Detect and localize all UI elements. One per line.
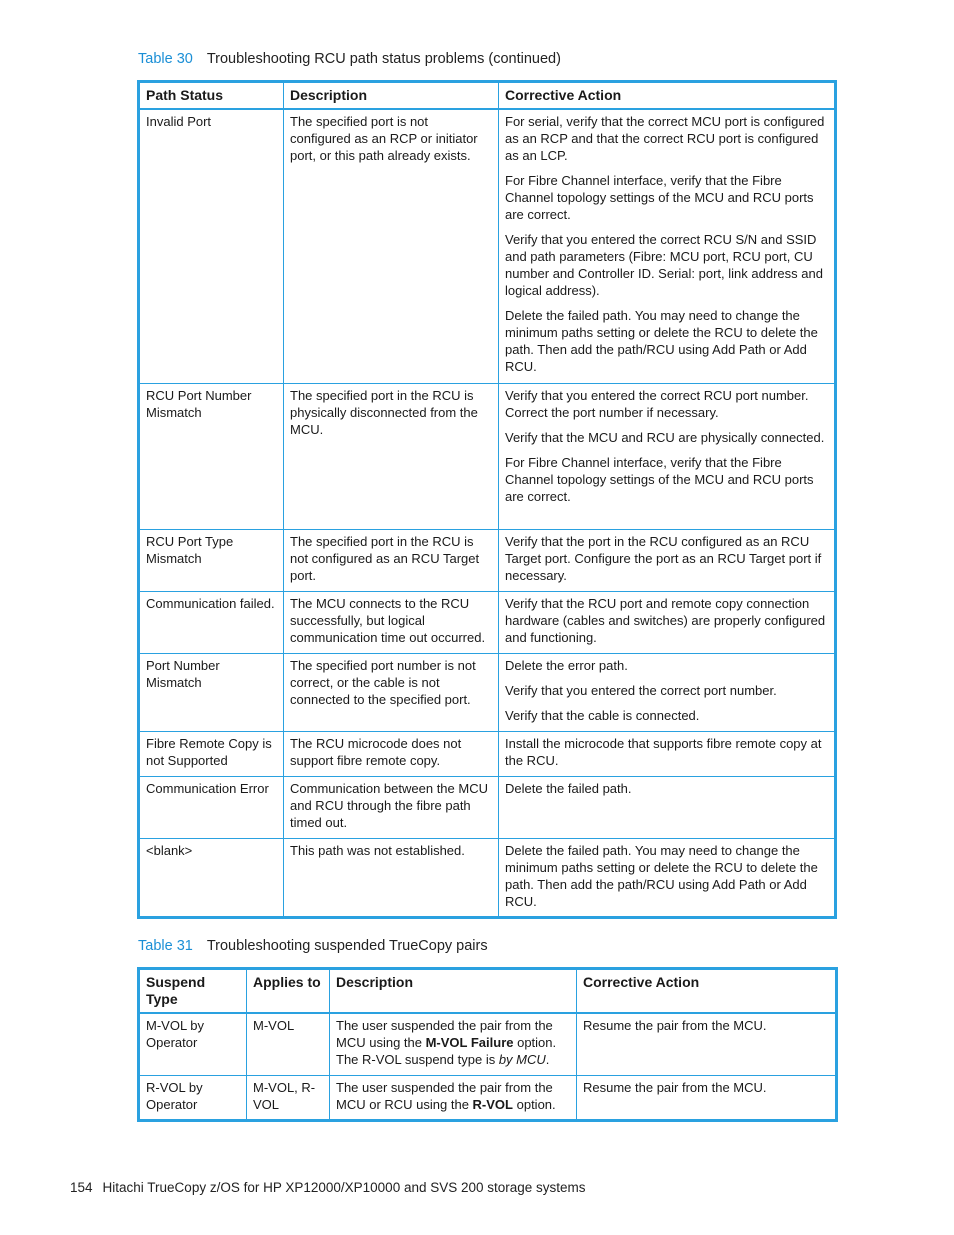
description-text: The user suspended the pair from the MCU using the [336,1018,553,1050]
table-row [139,529,836,591]
table-31-header-row [139,969,837,1014]
path-status-cell: RCU Port Number Mismatch [139,383,284,529]
corrective-action-cell [499,109,836,383]
action-text: Verify that the port in the RCU configured as an RCU Target port. Configure the port as an RCU Target port if necessary. [505,533,822,583]
option-name: R-VOL [472,1096,513,1112]
action-text: Delete the failed path. [505,780,632,796]
table-row [139,731,836,776]
action-text: Verify that you entered the correct port number. [505,682,777,698]
action-text: Verify that you entered the correct RCU port number. Correct the port number if necessary. [505,387,809,420]
path-status-cell: Fibre Remote Copy is not Supported [139,731,284,776]
table-row [139,1075,837,1120]
corrective-action-cell [499,383,836,529]
action-text: Verify that you entered the correct RCU S/N and SSID and path parameters (Fibre: MCU port, RCU port, CU number and Controller ID. Serial: port, link address and logical address). [505,232,823,298]
path-status-cell: Invalid Port [139,109,284,383]
description-cell: The RCU microcode does not support fibre remote copy. [284,731,499,776]
path-status-cell: Port Number Mismatch [139,653,284,731]
table-30-title: Troubleshooting RCU path status problems (continued) [206,51,561,67]
col-header-applies-to: Applies to [247,969,330,1014]
description-cell: The specified port in the RCU is physically disconnected from the MCU. [284,383,499,529]
description-text: option. [513,1096,556,1112]
corrective-action-cell [499,838,836,917]
description-cell: Communication between the MCU and RCU through the fibre path timed out. [284,776,499,838]
col-header-description: Description [330,969,577,1014]
col-header-corrective-action: Corrective Action [577,969,837,1014]
table-30 [137,80,837,919]
description-cell: The specified port in the RCU is not configured as an RCU Target port. [284,529,499,591]
description-text: . [545,1052,550,1067]
description-text: The user suspended the pair from the MCU or RCU using the [336,1079,553,1112]
table-31-number: Table 31 [138,938,193,954]
action-text: Delete the failed path. You may need to change the minimum paths setting or delete the RCU to delete the path. Then add the path/RCU using Add Path or Add RCU. [505,842,818,909]
table-30-header-row [139,82,836,110]
action-text: Delete the error path. [505,657,628,673]
applies-to-cell: M-VOL, R-VOL [247,1075,330,1120]
description-cell [330,1075,577,1120]
suspend-type-value: by MCU [498,1052,546,1067]
action-text: Verify that the MCU and RCU are physically connected. [505,429,825,445]
action-text: Verify that the RCU port and remote copy connection hardware (cables and switches) are properly configured and functioning. [505,595,826,645]
applies-to-cell: M-VOL [247,1013,330,1075]
action-text: Verify that the cable is connected. [505,707,700,723]
path-status-cell: <blank> [139,838,284,917]
path-status-cell: RCU Port Type Mismatch [139,529,284,591]
corrective-action-cell [499,591,836,653]
footer-title: Hitachi TrueCopy z/OS for HP XP12000/XP10000 and SVS 200 storage systems [102,1180,586,1195]
path-status-cell: Communication Error [139,776,284,838]
table-row [139,838,836,917]
suspend-type-cell: R-VOL by Operator [139,1075,247,1120]
corrective-action-cell: Resume the pair from the MCU. [577,1075,837,1120]
suspend-type-cell: M-VOL by Operator [139,1013,247,1075]
col-header-description: Description [284,82,499,110]
page-number: 154 [70,1180,93,1195]
table-row [139,776,836,838]
table-31-title: Troubleshooting suspended TrueCopy pairs [206,938,488,954]
action-text: For Fibre Channel interface, verify that the Fibre Channel topology settings of the MCU and RCU ports are correct. [505,173,814,222]
corrective-action-cell: Resume the pair from the MCU. [577,1013,837,1075]
table-30-number: Table 30 [138,51,193,67]
col-header-corrective-action: Corrective Action [499,82,836,110]
option-name: M-VOL Failure [425,1035,514,1050]
description-cell: This path was not established. [284,838,499,917]
description-cell: The specified port number is not correct, or the cable is not connected to the specified port. [284,653,499,731]
action-text: Delete the failed path. You may need to change the minimum paths setting or delete the RCU to delete the path. Then add the path/RCU using Add Path or Add RCU. [505,308,818,374]
table-row [139,653,836,731]
corrective-action-cell [499,529,836,591]
table-row [139,383,836,529]
description-cell: The MCU connects to the RCU successfully, but logical communication time out occurred. [284,591,499,653]
corrective-action-cell [499,653,836,731]
table-row [139,109,836,383]
col-header-suspend-type: Suspend Type [139,969,247,1014]
action-text: Install the microcode that supports fibre remote copy at the RCU. [505,735,822,768]
description-text: option. The R-VOL suspend type is [336,1035,557,1067]
col-header-path-status: Path Status [139,82,284,110]
table-31-caption [138,938,488,954]
page-footer [70,1180,586,1195]
action-text: For Fibre Channel interface, verify that the Fibre Channel topology settings of the MCU and RCU ports are correct. [505,454,814,504]
corrective-action-cell [499,731,836,776]
description-cell [330,1013,577,1075]
path-status-cell: Communication failed. [139,591,284,653]
description-cell: The specified port is not configured as an RCP or initiator port, or this path already exists. [284,109,499,383]
table-row [139,1013,837,1075]
action-text: For serial, verify that the correct MCU port is configured as an RCP and that the correct RCU port is configured as an LCP. [505,114,825,163]
corrective-action-cell [499,776,836,838]
table-30-caption [138,51,561,67]
table-31 [137,967,838,1122]
table-row [139,591,836,653]
